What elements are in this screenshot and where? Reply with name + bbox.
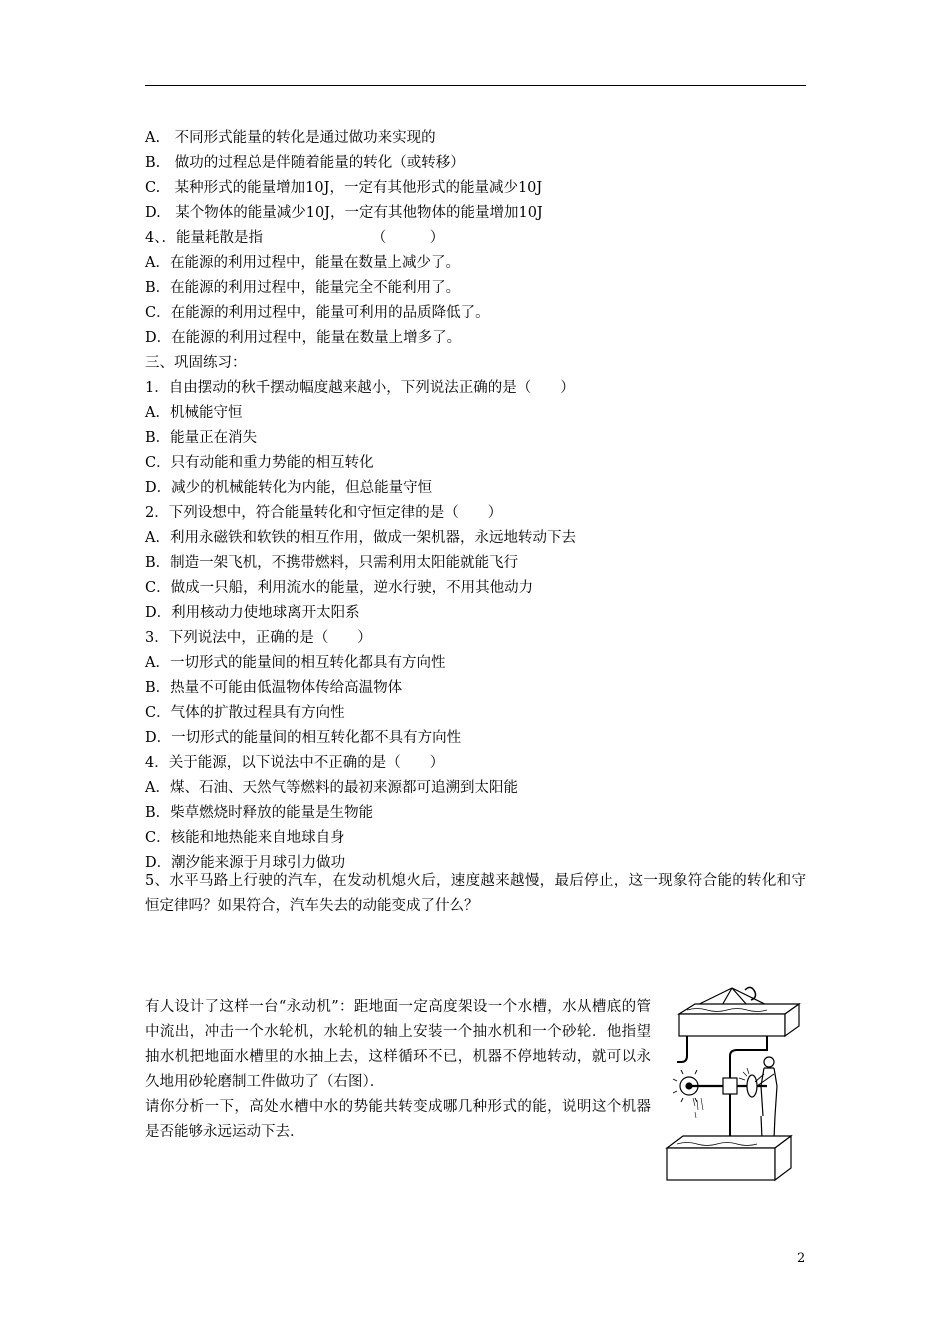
text-line: B．在能源的利用过程中，能量完全不能利用了。: [145, 280, 461, 296]
text-line: 4．关于能源，以下说法中不正确的是（ ）: [145, 755, 445, 771]
text-line: D．一切形式的能量间的相互转化都不具有方向性: [145, 730, 462, 746]
text-line: D. 某个物体的能量减少10J，一定有其他物体的能量增加10J: [145, 205, 543, 221]
text-line: A．一切形式的能量间的相互转化都具有方向性: [145, 655, 446, 671]
text-line: A．利用永磁铁和软铁的相互作用，做成一架机器，永远地转动下去: [145, 530, 576, 546]
question-5: 5、水平马路上行驶的汽车，在发动机熄火后，速度越来越慢，最后停止，这一现象符合能的转化和守恒定律吗？如果符合，汽车失去的动能变成了什么？: [145, 873, 806, 914]
text-line: 1．自由摆动的秋千摆动幅度越来越小，下列说法正确的是（ ）: [145, 380, 575, 396]
text-line: A. 不同形式能量的转化是通过做功来实现的: [145, 130, 436, 146]
text-line: A．在能源的利用过程中，能量在数量上减少了。: [145, 255, 460, 271]
problem-description: 有人设计了这样一台“永动机”：距地面一定高度架设一个水槽，水从槽底的管中流出，冲击一个水轮机，水轮机的轴上安装一个抽水机和一个砂轮．他指望抽水机把地面水槽里的水抽上去，这样循环不已，机器不停地转动，就可以永久地用砂轮磨制工件做功了（右图）．: [145, 999, 651, 1090]
perpetual-motion-problem: [145, 995, 651, 1145]
text-line: B．制造一架飞机，不携带燃料，只需利用太阳能就能飞行: [145, 555, 519, 571]
text-line: 2．下列设想中，符合能量转化和守恒定律的是（ ）: [145, 505, 503, 521]
perpetual-motion-machine-figure: [657, 986, 807, 1186]
text-line: 4、．能量耗散是指 （ ）: [145, 230, 445, 246]
text-line: B．能量正在消失: [145, 430, 258, 446]
question-list: [145, 126, 806, 876]
text-line: D．潮汐能来源于月球引力做功: [145, 855, 346, 871]
text-line: C．做成一只船，利用流水的能量，逆水行驶，不用其他动力: [145, 580, 534, 596]
problem-question: 请你分析一下，高处水槽中水的势能共转变成哪几种形式的能，说明这个机器是否能够永远运动下去．: [145, 1099, 651, 1140]
text-line: C．气体的扩散过程具有方向性: [145, 705, 345, 721]
text-line: 三、巩固练习：: [145, 355, 247, 371]
text-line: 3．下列说法中，正确的是（ ）: [145, 630, 372, 646]
text-line: C．只有动能和重力势能的相互转化: [145, 455, 374, 471]
text-line: C. 某种形式的能量增加10J，一定有其他形式的能量减少10J: [145, 180, 543, 196]
text-line: D．减少的机械能转化为内能，但总能量守恒: [145, 480, 433, 496]
header-rule: [145, 85, 806, 86]
text-line: B．柴草燃烧时释放的能量是生物能: [145, 805, 374, 821]
text-line: B．热量不可能由低温物体传给高温物体: [145, 680, 403, 696]
text-line: C．核能和地热能来自地球自身: [145, 830, 345, 846]
text-line: C．在能源的利用过程中，能量可利用的品质降低了。: [145, 305, 490, 321]
page-number: 2: [797, 1251, 806, 1266]
text-line: D．利用核动力使地球离开太阳系: [145, 605, 360, 621]
text-line: D．在能源的利用过程中，能量在数量上增多了。: [145, 330, 462, 346]
text-line: A．机械能守恒: [145, 405, 243, 421]
text-line: B. 做功的过程总是伴随着能量的转化（或转移）: [145, 155, 465, 171]
text-line: A．煤、石油、天然气等燃料的最初来源都可追溯到太阳能: [145, 780, 518, 796]
